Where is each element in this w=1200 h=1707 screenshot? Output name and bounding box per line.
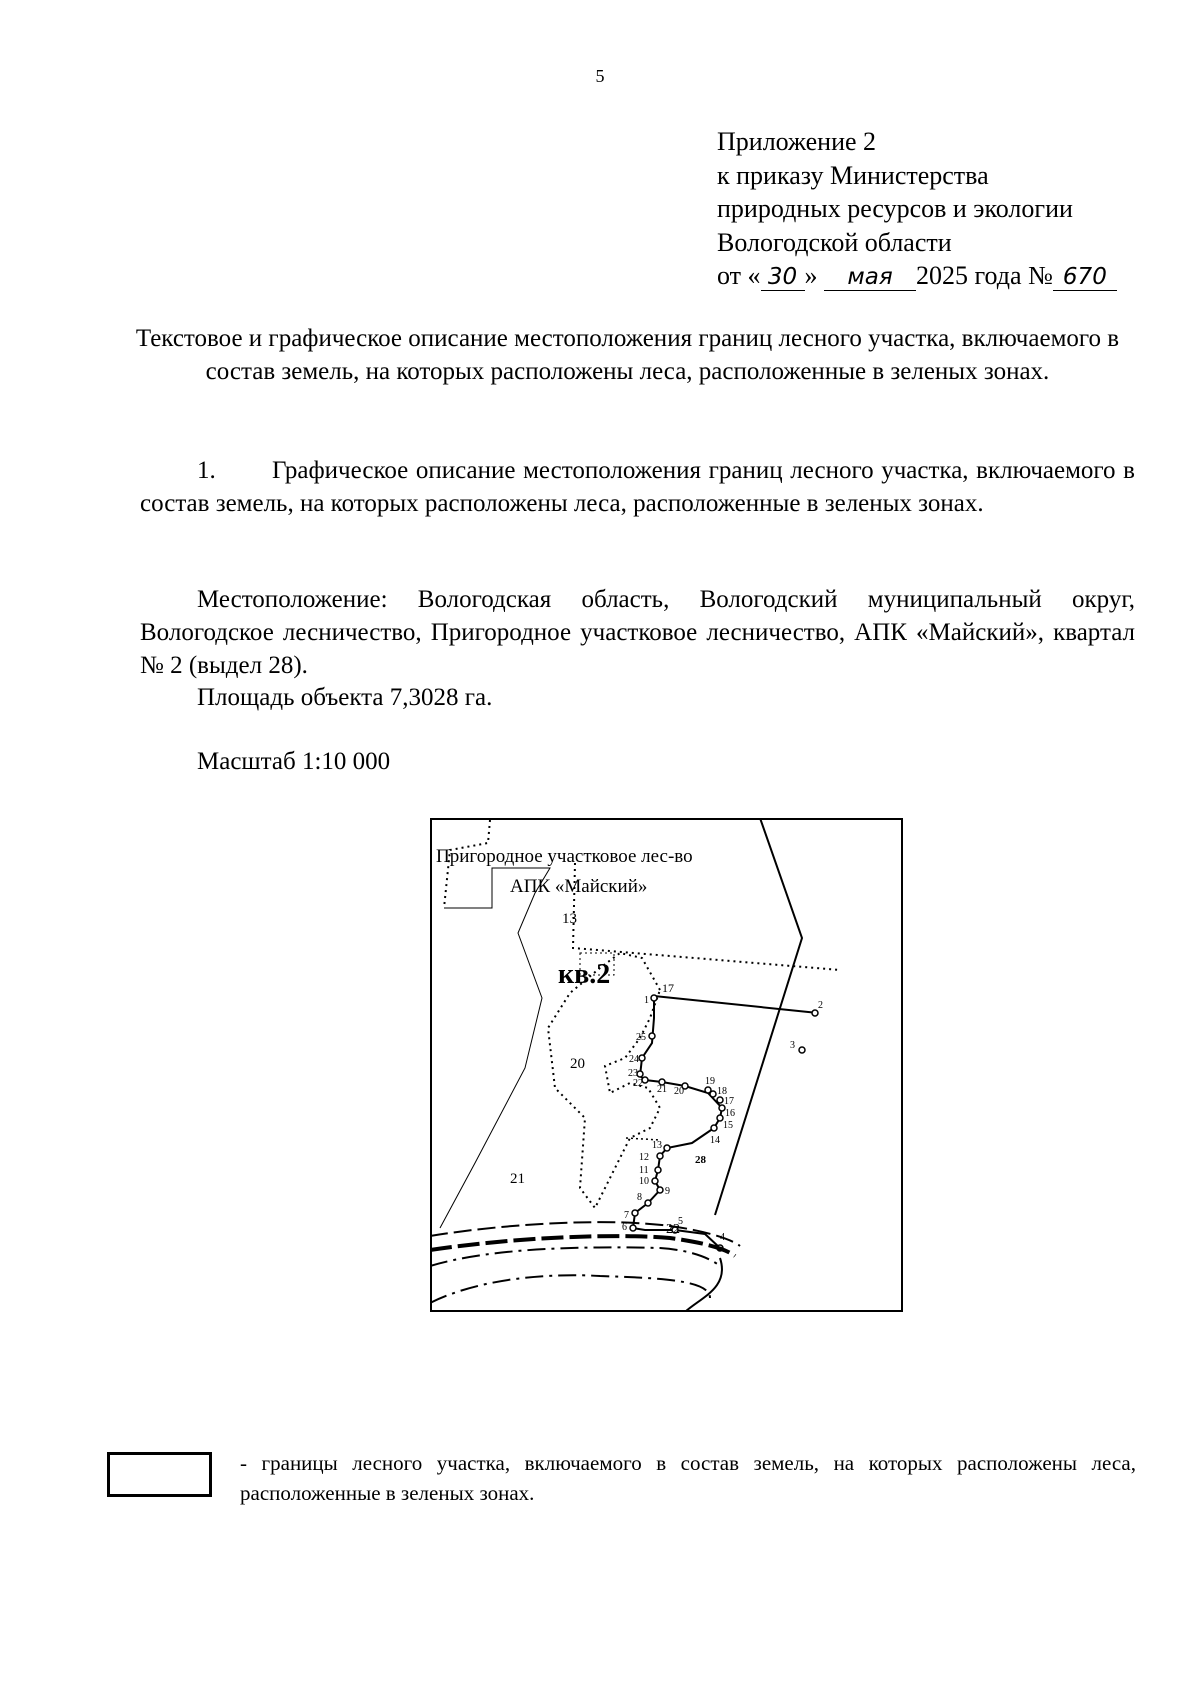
compartment-20: 20 (570, 1056, 585, 1072)
date-prefix: от « (717, 261, 761, 290)
point-label-21: 21 (657, 1084, 667, 1095)
date-mid: » (804, 261, 818, 290)
point-8 (645, 1200, 651, 1206)
date-month: мая (824, 264, 916, 291)
point-label-23: 23 (628, 1068, 638, 1079)
point-label-18: 18 (717, 1086, 727, 1097)
point-label-10: 10 (639, 1176, 649, 1187)
point-25 (649, 1033, 655, 1039)
location-text: Местоположение: Вологодская область, Вологодский муниципальный округ, Вологодское лесничество, Пригородное участковое лесничество, АПК «Майский», квартал № 2 (выдел 28). (140, 586, 1135, 679)
point-label-9: 9 (665, 1186, 670, 1197)
point-17 (717, 1097, 723, 1103)
scale-text: Масштаб 1:10 000 (197, 748, 391, 775)
point-19 (705, 1087, 711, 1093)
point-label-12: 12 (639, 1152, 649, 1163)
point-label-2: 2 (818, 1000, 823, 1011)
compartment-21: 21 (510, 1171, 525, 1187)
point-label-5: 5 (678, 1216, 683, 1227)
point-label-19: 19 (705, 1076, 715, 1087)
compartment-17: 17 (662, 981, 674, 995)
point-label-24: 24 (629, 1054, 639, 1065)
point-label-17: 17 (724, 1096, 734, 1107)
point-label-22: 22 (633, 1078, 643, 1089)
compartment-28: 28 (695, 1154, 706, 1166)
point-label-25: 25 (636, 1032, 646, 1043)
section-1-text: Графическое описание местоположения границ лесного участка, включаемого в состав земель, на которых расположены леса, расположенные в зеленых зонах. (140, 457, 1135, 517)
point-label-6: 6 (622, 1222, 627, 1233)
point-11 (655, 1167, 661, 1173)
appendix-line-4: Вологодской области (717, 227, 952, 257)
point-13 (664, 1145, 670, 1151)
appendix-header (717, 125, 1117, 293)
page-number: 5 (595, 66, 605, 86)
point-9 (657, 1187, 663, 1193)
point-10 (652, 1178, 658, 1184)
section-1-paragraph (140, 454, 1135, 520)
location-paragraph (140, 583, 1135, 682)
section-1-number: 1. (197, 457, 216, 484)
appendix-date-line (717, 259, 1117, 293)
legend-symbol (107, 1452, 212, 1497)
point-label-13: 13 (652, 1140, 662, 1151)
appendix-line-2: к приказу Министерства (717, 160, 989, 190)
point-3 (799, 1047, 805, 1053)
point-label-14: 14 (710, 1135, 720, 1146)
area-text: Площадь объекта 7,3028 га. (197, 684, 493, 711)
apk-label: АПК «Майский» (510, 876, 648, 897)
point-label-1: 1 (644, 995, 649, 1006)
point-label-16: 16 (725, 1108, 735, 1119)
point-6 (630, 1225, 636, 1231)
point-label-15: 15 (723, 1120, 733, 1131)
document-title: Текстовое и графическое описание местоположения границ лесного участка, включаемого в состав земель, на которых расположены леса, расположенные в зеленых зонах. (135, 325, 1120, 385)
appendix-line-1: Приложение 2 (717, 127, 877, 156)
legend-text: - границы лесного участка, включаемого в состав земель, на которых расположены леса, расположенные в зеленых зонах. (240, 1451, 1136, 1505)
forestry-label: Пригородное участковое лес-во (436, 846, 693, 867)
compartment-13: 13 (562, 911, 577, 927)
appendix-line-3: природных ресурсов и экологии (717, 194, 1073, 223)
date-year: 2025 года № (916, 261, 1053, 290)
point-label-4: 4 (720, 1232, 725, 1243)
cadastral-map (430, 818, 903, 1312)
point-14 (711, 1125, 717, 1131)
point-1 (651, 995, 657, 1001)
quarter-label: кв.2 (558, 959, 611, 990)
point-label-11: 11 (639, 1165, 649, 1176)
date-day: 30 (761, 264, 805, 291)
point-label-3: 3 (790, 1040, 795, 1051)
point-7 (632, 1210, 638, 1216)
order-number: 670 (1053, 264, 1117, 291)
point-label-7: 7 (624, 1210, 629, 1221)
point-24 (639, 1055, 645, 1061)
point-label-20: 20 (674, 1086, 684, 1097)
point-label-8: 8 (637, 1192, 642, 1203)
point-12 (657, 1153, 663, 1159)
compartment-22: 22 (666, 1222, 680, 1237)
